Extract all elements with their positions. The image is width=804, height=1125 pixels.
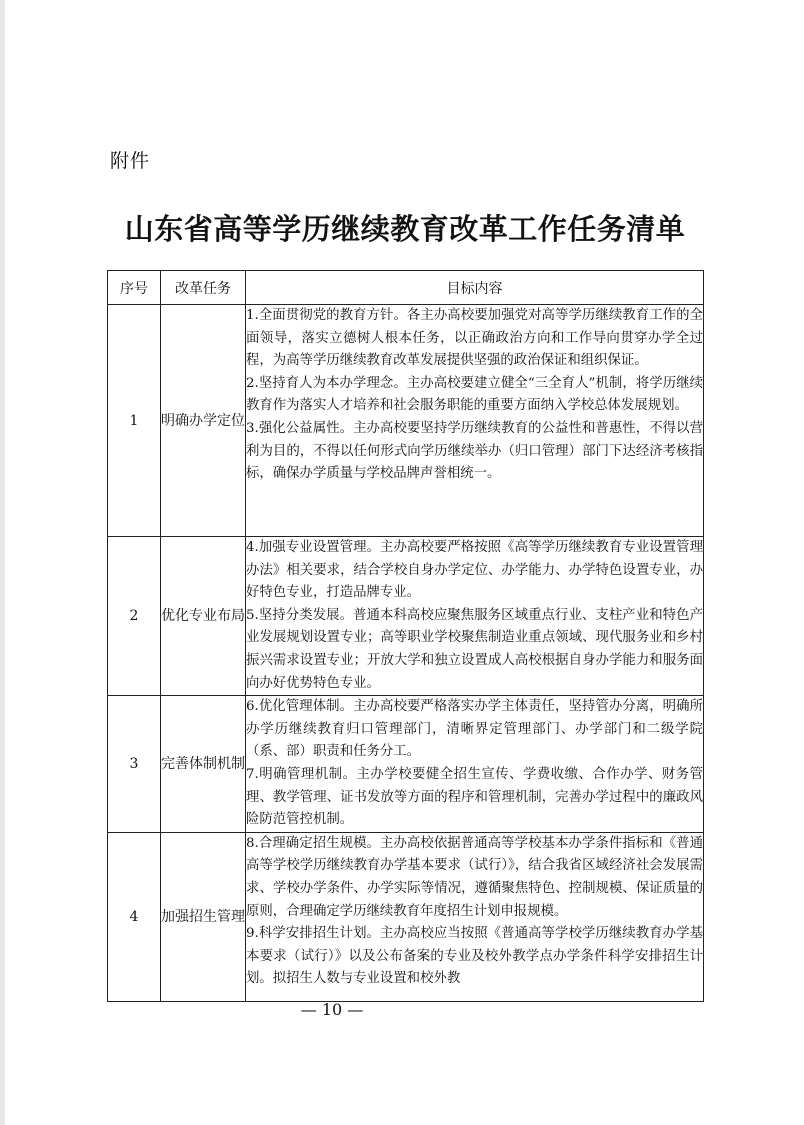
content-item: 1.全面贯彻党的教育方针。各主办高校要加强党对高等学历继续教育工作的全面领导，落实立德树人根本任务，以正确政治方向和工作导向贯穿办学全过程，为高等学历继续教育改革发展提供坚强的政治保证和组织保证。 <box>246 308 703 369</box>
page-edge-shadow <box>0 0 5 1125</box>
document-title: 山东省高等学历继续教育改革工作任务清单 <box>124 212 686 246</box>
row-number: 1 <box>108 305 161 537</box>
table-row <box>108 305 704 537</box>
table-row <box>108 537 704 696</box>
content-item: 4.加强专业设置管理。主办高校要严格按照《高等学历继续教育专业设置管理办法》相关要求，结合学校自身办学定位、办学能力、办学特色设置专业，办好特色专业，打造品牌专业。 <box>246 540 703 601</box>
row-content <box>246 537 704 696</box>
header-content: 目标内容 <box>246 271 704 305</box>
row-task: 优化专业布局 <box>161 537 246 696</box>
row-task: 明确办学定位 <box>161 305 246 537</box>
content-item: 6.优化管理体制。主办高校要严格落实办学主体责任，坚持管办分离，明确所办学历继续教育归口管理部门，清晰界定管理部门、办学部门和二级学院（系、部）职责和任务分工。 <box>246 699 703 760</box>
table-header-row <box>108 271 704 305</box>
table-row <box>108 832 704 1001</box>
content-item: 7.明确管理机制。主办学校要健全招生宣传、学费收缴、合作办学、财务管理、教学管理、证书发放等方面的程序和管理机制，完善办学过程中的廉政风险防范管控机制。 <box>246 766 703 828</box>
row-task: 加强招生管理 <box>161 832 246 1001</box>
header-number: 序号 <box>108 271 161 305</box>
header-task: 改革任务 <box>161 271 246 305</box>
content-item: 9.科学安排招生计划。主办高校应当按照《普通高等学校学历继续教育办学基本要求（试行）》以及公布备案的专业及校外教学点办学条件科学安排招生计划。拟招生人数与专业设置和校外教 <box>246 926 703 987</box>
task-table <box>107 270 704 1002</box>
row-task: 完善体制机制 <box>161 696 246 833</box>
page-number: — 10 — <box>300 1000 364 1019</box>
row-number: 3 <box>108 696 161 833</box>
attachment-label: 附件 <box>110 150 151 172</box>
row-number: 4 <box>108 832 161 1001</box>
content-item: 5.坚持分类发展。普通本科高校应聚焦服务区域重点行业、支柱产业和特色产业发展规划设置专业；高等职业学校聚焦制造业重点领域、现代服务业和乡村振兴需求设置专业；开放大学和独立设置成人高校根据自身办学能力和服务面向办好优势特色专业。 <box>246 607 703 691</box>
row-number: 2 <box>108 537 161 696</box>
row-content <box>246 832 704 1001</box>
content-item: 2.坚持育人为本办学理念。主办高校要建立健全“三全育人”机制，将学历继续教育作为落实人才培养和社会服务职能的重要方面纳入学校总体发展规划。 <box>246 375 703 414</box>
content-item: 8.合理确定招生规模。主办高校依据普通高等学校基本办学条件指标和《普通高等学校学历继续教育办学基本要求（试行）》，结合我省区域经济社会发展需求、学校办学条件、办学实际等情况，遵循聚焦特色、控制规模、保证质量的原则，合理确定学历继续教育年度招生计划申报规模。 <box>246 835 703 919</box>
row-content <box>246 696 704 833</box>
content-item: 3.强化公益属性。主办高校要坚持学历继续教育的公益性和普惠性，不得以营利为目的，不得以任何形式向学历继续举办（归口管理）部门下达经济考核指标，确保办学质量与学校品牌声誉相统一。 <box>246 420 703 482</box>
row-content <box>246 305 704 537</box>
table-row <box>108 696 704 833</box>
